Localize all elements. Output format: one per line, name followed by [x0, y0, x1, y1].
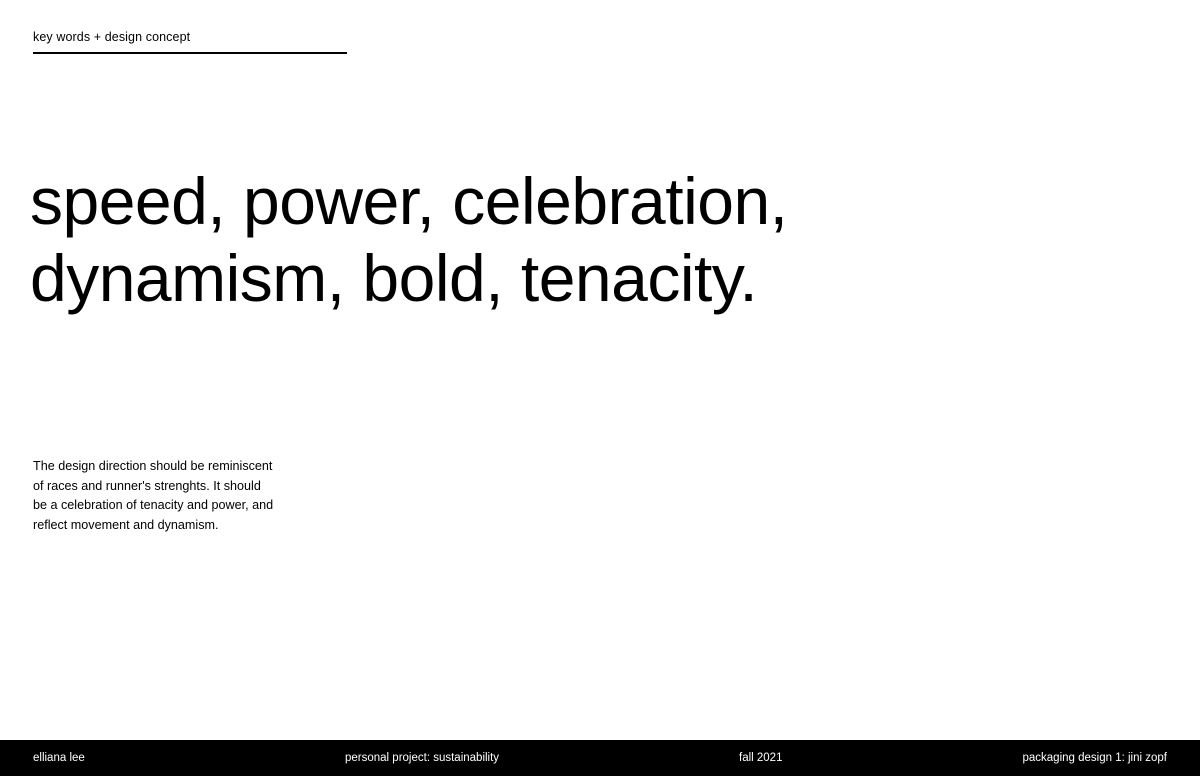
concept-paragraph	[33, 457, 333, 536]
page-title	[30, 163, 1130, 317]
concept-paragraph-line-4: reflect movement and dynamism.	[33, 518, 219, 533]
slide-footer	[0, 740, 1200, 776]
headline-line-2: dynamism, bold, tenacity.	[30, 241, 758, 315]
header-divider	[33, 52, 347, 54]
footer-course: packaging design 1: jini zopf	[1022, 752, 1167, 764]
concept-paragraph-line-3: be a celebration of tenacity and power, and	[33, 498, 274, 513]
slide-header	[33, 30, 347, 54]
footer-project: personal project: sustainability	[345, 752, 500, 764]
footer-author: elliana lee	[33, 752, 85, 764]
concept-paragraph-line-2: of races and runner's strenghts. It should	[33, 478, 261, 493]
section-label: key words + design concept	[33, 30, 191, 44]
concept-paragraph-line-1: The design direction should be reminiscent	[33, 459, 273, 473]
headline-line-1: speed, power, celebration,	[30, 164, 788, 238]
footer-term: fall 2021	[739, 752, 783, 764]
